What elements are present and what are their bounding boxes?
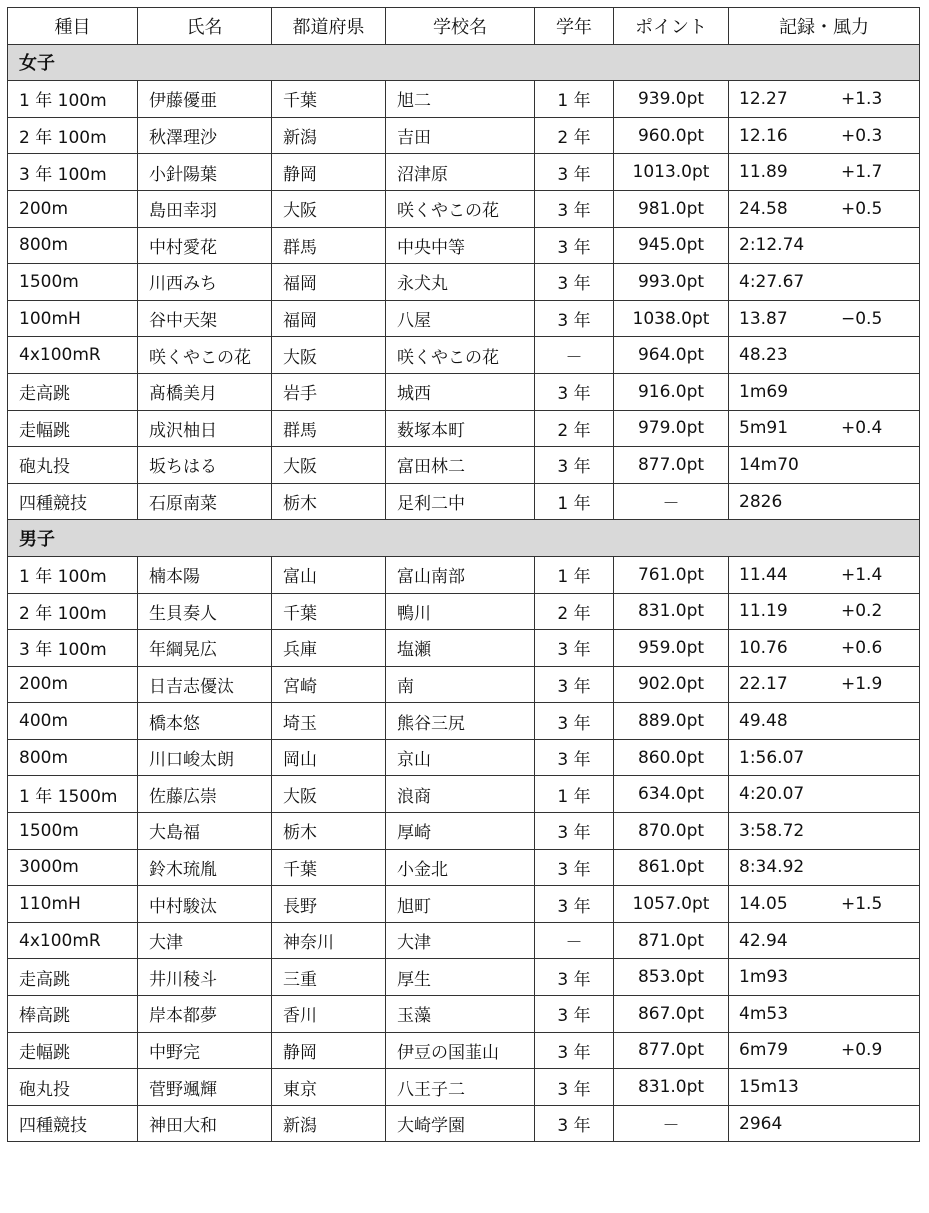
table-row bbox=[8, 1032, 920, 1069]
header-points: ポイント bbox=[614, 8, 729, 45]
table-row bbox=[8, 849, 920, 886]
points-cell: 761.0pt bbox=[614, 556, 729, 593]
record-wind-cell bbox=[729, 154, 920, 191]
record-wind-cell bbox=[729, 886, 920, 923]
record-wind-cell bbox=[729, 300, 920, 337]
table-header bbox=[8, 8, 920, 45]
table-row bbox=[8, 813, 920, 850]
wind-value: −0.5 bbox=[841, 308, 883, 329]
event-cell: 1 年 100m bbox=[8, 556, 138, 593]
grade-cell: 3 年 bbox=[535, 190, 614, 227]
name-cell: 大島福 bbox=[138, 813, 272, 850]
event-cell: 800m bbox=[8, 739, 138, 776]
record-value: 14.05 bbox=[739, 894, 788, 915]
table-row bbox=[8, 556, 920, 593]
event-cell: 棒高跳 bbox=[8, 996, 138, 1033]
record-wind-cell bbox=[729, 593, 920, 630]
grade-cell: 3 年 bbox=[535, 300, 614, 337]
wind-value: +1.4 bbox=[841, 564, 883, 585]
table-row bbox=[8, 190, 920, 227]
record-value: 6m79 bbox=[739, 1040, 789, 1061]
prefecture-cell: 大阪 bbox=[272, 447, 386, 484]
prefecture-cell: 群馬 bbox=[272, 410, 386, 447]
table-row bbox=[8, 630, 920, 667]
school-cell: 足利二中 bbox=[386, 483, 535, 520]
event-cell: 3000m bbox=[8, 849, 138, 886]
wind-value: +1.5 bbox=[841, 894, 883, 915]
grade-cell: 1 年 bbox=[535, 556, 614, 593]
record-wind-cell bbox=[729, 410, 920, 447]
prefecture-cell: 大阪 bbox=[272, 190, 386, 227]
event-cell: 2 年 100m bbox=[8, 593, 138, 630]
school-cell: 富田林二 bbox=[386, 447, 535, 484]
school-cell: 大津 bbox=[386, 922, 535, 959]
points-cell: 981.0pt bbox=[614, 190, 729, 227]
school-cell: 沼津原 bbox=[386, 154, 535, 191]
name-cell: 石原南菜 bbox=[138, 483, 272, 520]
points-cell: 964.0pt bbox=[614, 337, 729, 374]
record-value: 10.76 bbox=[739, 637, 788, 658]
record-value: 49.48 bbox=[739, 711, 788, 732]
name-cell: 髙橋美月 bbox=[138, 373, 272, 410]
record-value: 4:20.07 bbox=[739, 784, 805, 805]
name-cell: 中村愛花 bbox=[138, 227, 272, 264]
points-cell: － bbox=[614, 1105, 729, 1142]
record-value: 2:12.74 bbox=[739, 235, 805, 256]
record-value: 15m13 bbox=[739, 1077, 799, 1098]
record-wind-cell bbox=[729, 813, 920, 850]
record-wind-cell bbox=[729, 1069, 920, 1106]
name-cell: 川西みち bbox=[138, 264, 272, 301]
points-cell: 1013.0pt bbox=[614, 154, 729, 191]
event-cell: 走高跳 bbox=[8, 959, 138, 996]
school-cell: 咲くやこの花 bbox=[386, 337, 535, 374]
school-cell: 熊谷三尻 bbox=[386, 703, 535, 740]
record-wind-cell bbox=[729, 776, 920, 813]
grade-cell: 3 年 bbox=[535, 739, 614, 776]
record-value: 5m91 bbox=[739, 418, 789, 439]
prefecture-cell: 東京 bbox=[272, 1069, 386, 1106]
record-wind-cell bbox=[729, 81, 920, 118]
table-row bbox=[8, 886, 920, 923]
record-value: 1m93 bbox=[739, 967, 789, 988]
points-cell: 867.0pt bbox=[614, 996, 729, 1033]
points-cell: 960.0pt bbox=[614, 117, 729, 154]
name-cell: 神田大和 bbox=[138, 1105, 272, 1142]
event-cell: 1 年 1500m bbox=[8, 776, 138, 813]
section-row bbox=[8, 520, 920, 557]
event-cell: 110mH bbox=[8, 886, 138, 923]
table-row bbox=[8, 593, 920, 630]
school-cell: 小金北 bbox=[386, 849, 535, 886]
name-cell: 大津 bbox=[138, 922, 272, 959]
prefecture-cell: 静岡 bbox=[272, 154, 386, 191]
header-grade: 学年 bbox=[535, 8, 614, 45]
header-row bbox=[8, 8, 920, 45]
points-cell: 877.0pt bbox=[614, 1032, 729, 1069]
record-value: 4:27.67 bbox=[739, 271, 805, 292]
name-cell: 中村駿汰 bbox=[138, 886, 272, 923]
school-cell: 京山 bbox=[386, 739, 535, 776]
points-cell: 831.0pt bbox=[614, 593, 729, 630]
school-cell: 永犬丸 bbox=[386, 264, 535, 301]
points-cell: 860.0pt bbox=[614, 739, 729, 776]
event-cell: 走幅跳 bbox=[8, 410, 138, 447]
grade-cell: 3 年 bbox=[535, 886, 614, 923]
record-wind-cell bbox=[729, 922, 920, 959]
grade-cell: 2 年 bbox=[535, 117, 614, 154]
table-row bbox=[8, 154, 920, 191]
grade-cell: 3 年 bbox=[535, 666, 614, 703]
event-cell: 4x100mR bbox=[8, 922, 138, 959]
school-cell: 浪商 bbox=[386, 776, 535, 813]
record-wind-cell bbox=[729, 227, 920, 264]
points-cell: 871.0pt bbox=[614, 922, 729, 959]
prefecture-cell: 新潟 bbox=[272, 1105, 386, 1142]
event-cell: 四種競技 bbox=[8, 483, 138, 520]
school-cell: 中央中等 bbox=[386, 227, 535, 264]
record-wind-cell bbox=[729, 666, 920, 703]
school-cell: 塩瀬 bbox=[386, 630, 535, 667]
table-row bbox=[8, 922, 920, 959]
event-cell: 砲丸投 bbox=[8, 447, 138, 484]
record-value: 12.27 bbox=[739, 88, 788, 109]
header-event: 種目 bbox=[8, 8, 138, 45]
wind-value: +1.7 bbox=[841, 162, 883, 183]
prefecture-cell: 宮崎 bbox=[272, 666, 386, 703]
record-value: 24.58 bbox=[739, 198, 788, 219]
event-cell: 2 年 100m bbox=[8, 117, 138, 154]
record-wind-cell bbox=[729, 739, 920, 776]
record-wind-cell bbox=[729, 959, 920, 996]
wind-value: +0.4 bbox=[841, 418, 883, 439]
school-cell: 伊豆の国韮山 bbox=[386, 1032, 535, 1069]
name-cell: 川口峻太朗 bbox=[138, 739, 272, 776]
school-cell: 大崎学園 bbox=[386, 1105, 535, 1142]
table-row bbox=[8, 776, 920, 813]
prefecture-cell: 埼玉 bbox=[272, 703, 386, 740]
grade-cell: 3 年 bbox=[535, 996, 614, 1033]
wind-value: +0.6 bbox=[841, 637, 883, 658]
grade-cell: － bbox=[535, 922, 614, 959]
prefecture-cell: 栃木 bbox=[272, 483, 386, 520]
school-cell: 厚崎 bbox=[386, 813, 535, 850]
name-cell: 佐藤広崇 bbox=[138, 776, 272, 813]
grade-cell: 1 年 bbox=[535, 81, 614, 118]
record-value: 1m69 bbox=[739, 381, 789, 402]
record-value: 11.89 bbox=[739, 162, 788, 183]
name-cell: 中野完 bbox=[138, 1032, 272, 1069]
prefecture-cell: 千葉 bbox=[272, 81, 386, 118]
prefecture-cell: 三重 bbox=[272, 959, 386, 996]
prefecture-cell: 富山 bbox=[272, 556, 386, 593]
grade-cell: 2 年 bbox=[535, 593, 614, 630]
prefecture-cell: 群馬 bbox=[272, 227, 386, 264]
record-wind-cell bbox=[729, 483, 920, 520]
record-wind-cell bbox=[729, 849, 920, 886]
record-value: 4m53 bbox=[739, 1003, 789, 1024]
school-cell: 城西 bbox=[386, 373, 535, 410]
header-school: 学校名 bbox=[386, 8, 535, 45]
grade-cell: 3 年 bbox=[535, 447, 614, 484]
event-cell: 砲丸投 bbox=[8, 1069, 138, 1106]
grade-cell: 3 年 bbox=[535, 1032, 614, 1069]
record-value: 48.23 bbox=[739, 345, 788, 366]
record-value: 11.19 bbox=[739, 601, 788, 622]
section-title: 男子 bbox=[8, 520, 920, 557]
record-wind-cell bbox=[729, 630, 920, 667]
grade-cell: 1 年 bbox=[535, 776, 614, 813]
record-wind-cell bbox=[729, 996, 920, 1033]
record-wind-cell bbox=[729, 556, 920, 593]
points-cell: 1057.0pt bbox=[614, 886, 729, 923]
grade-cell: 3 年 bbox=[535, 1105, 614, 1142]
name-cell: 楠本陽 bbox=[138, 556, 272, 593]
event-cell: 1500m bbox=[8, 264, 138, 301]
grade-cell: 3 年 bbox=[535, 154, 614, 191]
table-row bbox=[8, 1069, 920, 1106]
prefecture-cell: 大阪 bbox=[272, 337, 386, 374]
name-cell: 生貝奏人 bbox=[138, 593, 272, 630]
event-cell: 走高跳 bbox=[8, 373, 138, 410]
wind-value: +0.9 bbox=[841, 1040, 883, 1061]
points-cell: 939.0pt bbox=[614, 81, 729, 118]
prefecture-cell: 千葉 bbox=[272, 849, 386, 886]
prefecture-cell: 栃木 bbox=[272, 813, 386, 850]
prefecture-cell: 大阪 bbox=[272, 776, 386, 813]
grade-cell: 1 年 bbox=[535, 483, 614, 520]
table-body bbox=[8, 44, 920, 1142]
prefecture-cell: 福岡 bbox=[272, 264, 386, 301]
record-wind-cell bbox=[729, 264, 920, 301]
school-cell: 南 bbox=[386, 666, 535, 703]
name-cell: 島田幸羽 bbox=[138, 190, 272, 227]
table-row bbox=[8, 117, 920, 154]
name-cell: 小針陽葉 bbox=[138, 154, 272, 191]
grade-cell: 3 年 bbox=[535, 630, 614, 667]
wind-value: +0.5 bbox=[841, 198, 883, 219]
record-wind-cell bbox=[729, 117, 920, 154]
event-cell: 400m bbox=[8, 703, 138, 740]
table-row bbox=[8, 996, 920, 1033]
points-cell: 945.0pt bbox=[614, 227, 729, 264]
points-cell: 889.0pt bbox=[614, 703, 729, 740]
name-cell: 橋本悠 bbox=[138, 703, 272, 740]
prefecture-cell: 岩手 bbox=[272, 373, 386, 410]
points-cell: 861.0pt bbox=[614, 849, 729, 886]
name-cell: 成沢柚日 bbox=[138, 410, 272, 447]
points-cell: 853.0pt bbox=[614, 959, 729, 996]
prefecture-cell: 長野 bbox=[272, 886, 386, 923]
header-prefecture: 都道府県 bbox=[272, 8, 386, 45]
wind-value: +1.3 bbox=[841, 88, 883, 109]
record-wind-cell bbox=[729, 1105, 920, 1142]
prefecture-cell: 新潟 bbox=[272, 117, 386, 154]
table-row bbox=[8, 373, 920, 410]
school-cell: 八王子二 bbox=[386, 1069, 535, 1106]
record-value: 3:58.72 bbox=[739, 820, 805, 841]
grade-cell: 3 年 bbox=[535, 849, 614, 886]
record-value: 11.44 bbox=[739, 564, 788, 585]
record-wind-cell bbox=[729, 190, 920, 227]
event-cell: 1500m bbox=[8, 813, 138, 850]
points-cell: 877.0pt bbox=[614, 447, 729, 484]
school-cell: 八屋 bbox=[386, 300, 535, 337]
record-value: 8:34.92 bbox=[739, 857, 805, 878]
school-cell: 鴨川 bbox=[386, 593, 535, 630]
record-value: 13.87 bbox=[739, 308, 788, 329]
grade-cell: 3 年 bbox=[535, 703, 614, 740]
event-cell: 800m bbox=[8, 227, 138, 264]
school-cell: 旭二 bbox=[386, 81, 535, 118]
points-cell: 1038.0pt bbox=[614, 300, 729, 337]
grade-cell: 3 年 bbox=[535, 959, 614, 996]
prefecture-cell: 香川 bbox=[272, 996, 386, 1033]
name-cell: 咲くやこの花 bbox=[138, 337, 272, 374]
record-value: 2826 bbox=[739, 491, 783, 512]
table-row bbox=[8, 264, 920, 301]
event-cell: 200m bbox=[8, 190, 138, 227]
section-row bbox=[8, 44, 920, 81]
results-table bbox=[7, 7, 920, 1142]
record-value: 2964 bbox=[739, 1113, 783, 1134]
grade-cell: 2 年 bbox=[535, 410, 614, 447]
section-title: 女子 bbox=[8, 44, 920, 81]
points-cell: 634.0pt bbox=[614, 776, 729, 813]
points-cell: 902.0pt bbox=[614, 666, 729, 703]
prefecture-cell: 兵庫 bbox=[272, 630, 386, 667]
name-cell: 菅野颯輝 bbox=[138, 1069, 272, 1106]
points-cell: 916.0pt bbox=[614, 373, 729, 410]
table-row bbox=[8, 337, 920, 374]
grade-cell: 3 年 bbox=[535, 813, 614, 850]
grade-cell: － bbox=[535, 337, 614, 374]
table-row bbox=[8, 227, 920, 264]
name-cell: 岸本都夢 bbox=[138, 996, 272, 1033]
table-row bbox=[8, 703, 920, 740]
prefecture-cell: 静岡 bbox=[272, 1032, 386, 1069]
name-cell: 年綱晃広 bbox=[138, 630, 272, 667]
school-cell: 玉藻 bbox=[386, 996, 535, 1033]
school-cell: 薮塚本町 bbox=[386, 410, 535, 447]
event-cell: 100mH bbox=[8, 300, 138, 337]
name-cell: 坂ちはる bbox=[138, 447, 272, 484]
table-row bbox=[8, 300, 920, 337]
header-record-wind: 記録・風力 bbox=[729, 8, 920, 45]
grade-cell: 3 年 bbox=[535, 373, 614, 410]
table-row bbox=[8, 483, 920, 520]
prefecture-cell: 千葉 bbox=[272, 593, 386, 630]
record-wind-cell bbox=[729, 337, 920, 374]
points-cell: 870.0pt bbox=[614, 813, 729, 850]
record-value: 14m70 bbox=[739, 454, 799, 475]
record-wind-cell bbox=[729, 447, 920, 484]
wind-value: +1.9 bbox=[841, 674, 883, 695]
wind-value: +0.3 bbox=[841, 125, 883, 146]
grade-cell: 3 年 bbox=[535, 227, 614, 264]
event-cell: 1 年 100m bbox=[8, 81, 138, 118]
points-cell: 993.0pt bbox=[614, 264, 729, 301]
name-cell: 伊藤優亜 bbox=[138, 81, 272, 118]
header-name: 氏名 bbox=[138, 8, 272, 45]
table-row bbox=[8, 666, 920, 703]
school-cell: 咲くやこの花 bbox=[386, 190, 535, 227]
event-cell: 3 年 100m bbox=[8, 154, 138, 191]
name-cell: 秋澤理沙 bbox=[138, 117, 272, 154]
name-cell: 鈴木琉胤 bbox=[138, 849, 272, 886]
points-cell: 831.0pt bbox=[614, 1069, 729, 1106]
prefecture-cell: 岡山 bbox=[272, 739, 386, 776]
school-cell: 吉田 bbox=[386, 117, 535, 154]
record-value: 1:56.07 bbox=[739, 747, 805, 768]
record-wind-cell bbox=[729, 1032, 920, 1069]
record-value: 22.17 bbox=[739, 674, 788, 695]
name-cell: 日吉志優汰 bbox=[138, 666, 272, 703]
grade-cell: 3 年 bbox=[535, 1069, 614, 1106]
table-row bbox=[8, 739, 920, 776]
event-cell: 四種競技 bbox=[8, 1105, 138, 1142]
table-row bbox=[8, 447, 920, 484]
prefecture-cell: 福岡 bbox=[272, 300, 386, 337]
table-row bbox=[8, 1105, 920, 1142]
points-cell: 979.0pt bbox=[614, 410, 729, 447]
wind-value: +0.2 bbox=[841, 601, 883, 622]
event-cell: 200m bbox=[8, 666, 138, 703]
event-cell: 走幅跳 bbox=[8, 1032, 138, 1069]
record-value: 42.94 bbox=[739, 930, 788, 951]
record-wind-cell bbox=[729, 703, 920, 740]
table-row bbox=[8, 959, 920, 996]
school-cell: 旭町 bbox=[386, 886, 535, 923]
record-wind-cell bbox=[729, 373, 920, 410]
table-row bbox=[8, 410, 920, 447]
event-cell: 4x100mR bbox=[8, 337, 138, 374]
points-cell: 959.0pt bbox=[614, 630, 729, 667]
record-value: 12.16 bbox=[739, 125, 788, 146]
prefecture-cell: 神奈川 bbox=[272, 922, 386, 959]
school-cell: 富山南部 bbox=[386, 556, 535, 593]
name-cell: 井川稜斗 bbox=[138, 959, 272, 996]
table-row bbox=[8, 81, 920, 118]
event-cell: 3 年 100m bbox=[8, 630, 138, 667]
points-cell: － bbox=[614, 483, 729, 520]
school-cell: 厚生 bbox=[386, 959, 535, 996]
name-cell: 谷中天架 bbox=[138, 300, 272, 337]
grade-cell: 3 年 bbox=[535, 264, 614, 301]
